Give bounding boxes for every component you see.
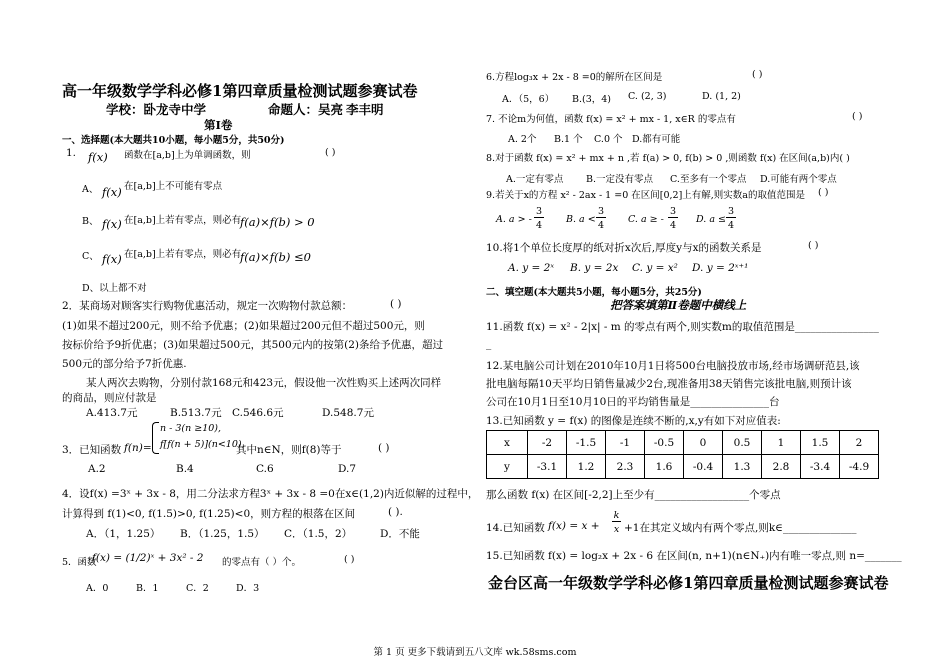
q10-option-a: A. y = 2ˣ xyxy=(508,262,555,274)
q2-line5: 某人两次去购物，分别付款168元和423元，假设他一次性购买上述两次同样 xyxy=(86,377,442,389)
q1-option-d: D、以上都不对 xyxy=(82,283,147,294)
q5-option-b: B．1 xyxy=(136,583,159,594)
q6-option-b: B.(3，4) xyxy=(572,94,612,105)
table-row xyxy=(487,455,879,479)
q1-option-b-fx: f(x) xyxy=(102,217,122,231)
q14-expr-a: f(x) = x + xyxy=(548,520,600,532)
q2-line2: (1)如果不超过200元，则不给予优惠；(2)如果超过200元但不超过500元，则 xyxy=(62,320,425,332)
section2-heading: 二、填空题(本大题共5小题，每小题5分，共25分) xyxy=(486,287,702,298)
q9-option-a-numerator: 3 xyxy=(535,206,543,217)
q14-expr-b: +1在其定义域内有两个零点,则k∈______________ xyxy=(624,522,857,534)
q4-answer-paren: ( ). xyxy=(388,506,403,518)
q8-option-d: D.可能有两个零点 xyxy=(760,174,837,185)
table-row xyxy=(487,431,879,455)
q13-after: 那么函数 f(x) 在区间[-2,2]上至少有__________________个零点 xyxy=(486,489,781,501)
q7-option-d: D.都有可能 xyxy=(632,134,681,145)
q5-option-c: C．2 xyxy=(186,583,209,594)
q1-answer-paren: ( ) xyxy=(325,147,336,158)
q3-tail: 其中n∈N，则f(8)等于 xyxy=(236,444,342,456)
table-header-x: x xyxy=(487,431,528,455)
table-cell-y: 1.2 xyxy=(567,455,606,479)
q9-option-d-numerator: 3 xyxy=(727,206,735,217)
bottom-title: 金台区高一年级数学学科必修1第四章质量检测试题参赛试卷 xyxy=(488,574,889,592)
q1-option-c-expr: f(a)×f(b) ≤0 xyxy=(240,250,311,264)
q10-option-d: D. y = 2ˣ⁺¹ xyxy=(692,262,749,274)
q15-stem: 15.已知函数 f(x) = log₂x + 2x - 6 在区间(n, n+1)(n∈N₊)内有唯一零点,则 n=_______ xyxy=(486,550,902,562)
q2-option-c: C.546.6元 xyxy=(232,407,284,419)
q9-option-a-denominator: 4 xyxy=(535,220,543,231)
q7-stem: 7. 不论m为何值，函数 f(x) = x² + mx - 1, x∈R 的零点有 xyxy=(486,114,736,125)
q11-line2: _ xyxy=(486,338,492,350)
q4-option-a: A．（1，1.25） xyxy=(86,528,161,540)
q1-option-a-fx: f(x) xyxy=(102,185,122,199)
co-author-label: 李丰明 xyxy=(346,102,384,117)
q1-option-a-label: A、 xyxy=(82,184,99,195)
q9-option-b-numerator: 3 xyxy=(597,206,605,217)
q7-option-c: C.0 个 xyxy=(594,134,623,145)
q5-lead: 5．函数 xyxy=(62,557,97,568)
q5-option-d: D．3 xyxy=(236,583,260,594)
school-label: 学校：卧龙寺中学 xyxy=(106,102,207,117)
q9-option-b: B. a < xyxy=(566,214,596,225)
q9-option-d: D. a ≤ xyxy=(696,214,726,225)
q5-expression: f(x) = (1/2)ˣ + 3x² - 2 xyxy=(92,552,204,564)
q3-piecewise-brace xyxy=(152,422,159,454)
q6-option-a: A．（5，6） xyxy=(502,94,555,105)
q6-option-c: C. (2, 3) xyxy=(628,91,667,102)
q3-case1: n - 3(n ≥10), xyxy=(160,423,222,434)
q14-fraction-numerator: k xyxy=(613,510,620,521)
q3-option-b: B.4 xyxy=(176,463,194,475)
q1-fx: f(x) xyxy=(88,150,108,164)
q3-option-d: D.7 xyxy=(338,463,357,475)
volume-label: 第Ⅰ卷 xyxy=(204,118,233,132)
q8-stem: 8.对于函数 f(x) = x² + mx + n ,若 f(a) > 0, f(b) > 0 ,则函数 f(x) 在区间(a,b)内( ) xyxy=(486,153,850,164)
q11-line1: 11.函数 f(x) = x² - 2|x| - m 的零点有两个,则实数m的取值范围是________________ xyxy=(486,321,879,333)
q9-option-c-denominator: 4 xyxy=(669,220,677,231)
q6-stem: 6.方程log₃x + 2x - 8 =0的解所在区间是 xyxy=(486,72,663,83)
q2-line1: 2．某商场对顾客实行购物优惠活动，规定一次购物付款总额： xyxy=(62,300,353,312)
author-label: 命题人：吴亮 xyxy=(268,102,344,117)
q9-stem: 9.若关于x的方程 x² - 2ax - 1 =0 在区间[0,2]上有解,则实数a的取值范围是 xyxy=(486,190,805,201)
q1-option-c-fx: f(x) xyxy=(102,252,122,266)
q9-option-a: A. a > - xyxy=(496,214,532,225)
q12-line3: 公司在10月1日至10月10日的平均销售量是_______________台 xyxy=(486,396,780,408)
q2-line4: 500元的部分给予7折优惠. xyxy=(62,358,187,370)
q13-stem: 13.已知函数 y = f(x) 的图像是连续不断的,x,y有如下对应值表: xyxy=(486,415,781,427)
section1-heading: 一、选择题(本大题共10小题，每小题5分，共50分) xyxy=(62,135,285,146)
q9-option-c: C. a ≥ - xyxy=(628,214,664,225)
section2-note: 把答案填第Ⅱ卷题中横线上 xyxy=(610,298,747,312)
q5-tail: 的零点有（ ）个。 xyxy=(222,557,302,568)
q2-answer-paren: ( ) xyxy=(390,298,402,310)
q1-option-b-text: 在[a,b]上若有零点，则必有 xyxy=(124,215,242,226)
q2-option-a: A.413.7元 xyxy=(86,407,138,419)
q2-option-b: B.513.7元 xyxy=(170,407,222,419)
q13-value-table xyxy=(486,430,879,479)
q14-fraction-denominator: x xyxy=(613,524,620,535)
table-cell-x: 0 xyxy=(684,431,723,455)
q10-option-c: C. y = x² xyxy=(632,262,678,274)
table-cell-y: -4.9 xyxy=(840,455,879,479)
q7-option-b: B.1 个 xyxy=(554,134,583,145)
q4-option-d: D．不能 xyxy=(380,528,420,540)
q9-option-b-denominator: 4 xyxy=(597,220,605,231)
q1-stem: 函数在[a,b]上为单调函数，则 xyxy=(124,150,251,161)
q2-option-d: D.548.7元 xyxy=(322,407,374,419)
q4-line2: 计算得到 f(1)<0, f(1.5)>0, f(1.25)<0，则方程的根落在区间 xyxy=(62,508,356,520)
q8-option-a: A.一定有零点 xyxy=(506,174,564,185)
q1-option-b-label: B、 xyxy=(82,216,99,227)
q5-option-a: A．0 xyxy=(86,583,109,594)
q3-option-c: C.6 xyxy=(256,463,274,475)
q8-option-c: C.至多有一个零点 xyxy=(670,174,747,185)
table-cell-y: -0.4 xyxy=(684,455,723,479)
table-cell-x: 1.5 xyxy=(801,431,840,455)
q4-option-c: C．（1.5，2） xyxy=(284,528,353,540)
q3-lead: 3．已知函数 xyxy=(62,444,122,456)
table-header-y: y xyxy=(487,455,528,479)
table-cell-x: -2 xyxy=(528,431,567,455)
table-cell-x: -1 xyxy=(606,431,645,455)
table-cell-x: -0.5 xyxy=(645,431,684,455)
q1-option-b-expr: f(a)×f(b) > 0 xyxy=(240,215,315,229)
q10-option-b: B. y = 2x xyxy=(570,262,619,274)
q1-option-c-label: C、 xyxy=(82,251,99,262)
table-cell-y: -3.1 xyxy=(528,455,567,479)
table-cell-x: -1.5 xyxy=(567,431,606,455)
q9-option-c-numerator: 3 xyxy=(669,206,677,217)
q1-option-c-text: 在[a,b]上若有零点，则必有 xyxy=(124,249,242,260)
q9-answer-paren: ( ) xyxy=(818,187,829,198)
q12-line2: 批电脑每隔10天平均日销售量减少2台,现准备用38天销售完该批电脑,则预计该 xyxy=(486,378,852,390)
q12-line1: 12.某电脑公司计划在2010年10月1日将500台电脑投放市场,经市场调研范县,该 xyxy=(486,360,860,372)
table-cell-x: 2 xyxy=(840,431,879,455)
table-cell-y: -3.4 xyxy=(801,455,840,479)
q7-answer-paren: ( ) xyxy=(852,111,863,122)
q10-stem: 10.将1个单位长度厚的纸对折x次后,厚度y与x的函数关系是 xyxy=(486,242,762,254)
q7-option-a: A. 2个 xyxy=(508,134,537,145)
table-cell-x: 1 xyxy=(762,431,801,455)
q10-answer-paren: ( ) xyxy=(808,240,819,251)
q8-option-b: B.一定没有零点 xyxy=(586,174,654,185)
q3-option-a: A.2 xyxy=(88,463,106,475)
q6-answer-paren: ( ) xyxy=(752,69,763,80)
q2-line3: 按标价给予9折优惠；(3)如果超过500元，其500元内的按第(2)条给予优惠，超过 xyxy=(62,339,444,351)
q3-case2: f[f(n + 5)](n<10), xyxy=(160,439,245,450)
q3-answer-paren: ( ) xyxy=(378,442,390,454)
q14-lead: 14.已知函数 xyxy=(486,522,545,534)
table-cell-y: 1.3 xyxy=(723,455,762,479)
table-cell-y: 1.6 xyxy=(645,455,684,479)
q6-option-d: D. (1, 2) xyxy=(702,91,741,102)
q9-option-d-denominator: 4 xyxy=(727,220,735,231)
q5-answer-paren: ( ) xyxy=(344,554,355,565)
table-cell-x: 0.5 xyxy=(723,431,762,455)
page-title: 高一年级数学学科必修1第四章质量检测试题参赛试卷 xyxy=(62,82,418,100)
q2-line6: 的商品，则应付款是 xyxy=(62,392,157,404)
q3-function: f(n)= xyxy=(124,442,152,454)
table-cell-y: 2.8 xyxy=(762,455,801,479)
q1-number: 1. xyxy=(66,147,77,159)
q4-line1: 4．设f(x) =3ˣ + 3x - 8，用二分法求方程3ˣ + 3x - 8 =0在x∈(1,2)内近似解的过程中， xyxy=(62,488,479,500)
q1-option-a-text: 在[a,b]上不可能有零点 xyxy=(124,181,223,192)
page-footer: 第 1 页 更多下载请到五八文库 wk.58sms.com xyxy=(373,647,577,658)
table-cell-y: 2.3 xyxy=(606,455,645,479)
q4-option-b: B．（1.25，1.5） xyxy=(180,528,265,540)
